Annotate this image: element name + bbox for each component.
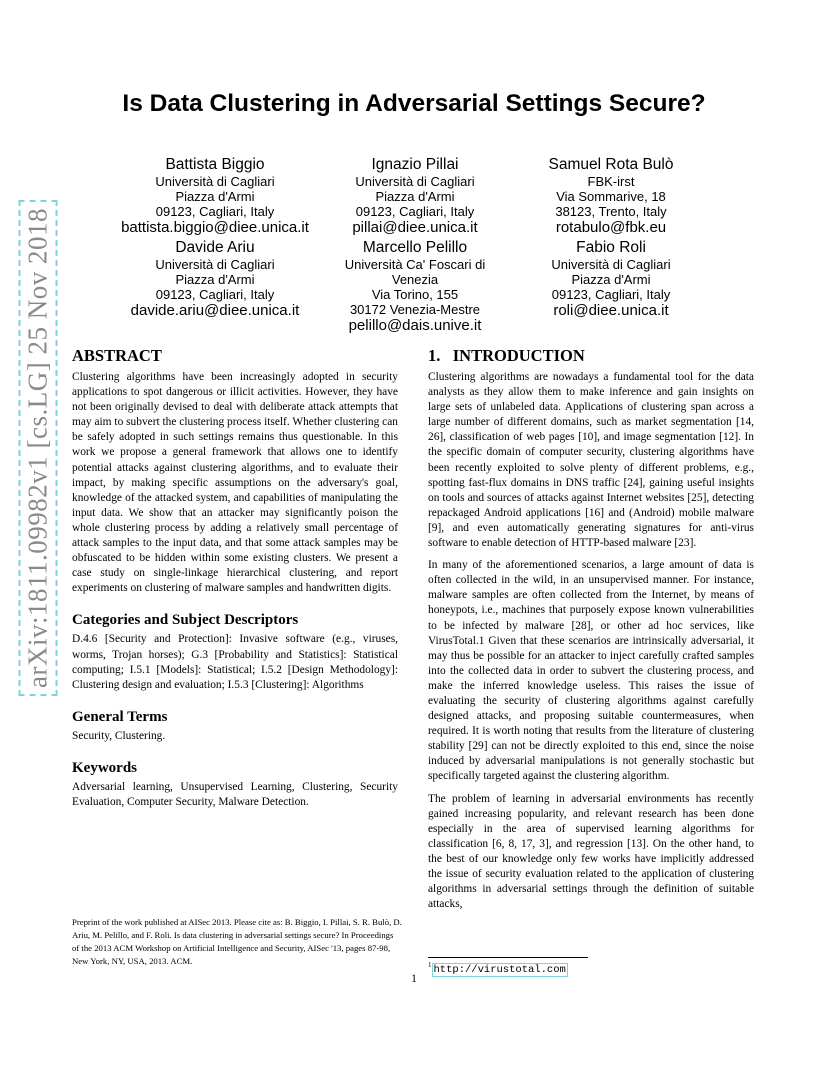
author-name: Samuel Rota Bulò <box>548 156 674 173</box>
intro-paragraph: In many of the aforementioned scenarios, a large amount of data is often collected in the wild, in an unsupervised manner. For instance, malware samples are often collected from the Internet, by means of honeypots, i.e., machines that purposely expose known vulnerabilities to be infected by malware [28], or other ad hoc services, like VirusTotal.1 Given that these scenarios are intrinsically adversarial, it may thus be possible for an attacker to inject carefully crafted samples into the collected data in order to subvert the clustering process, and make the inferred knowledge useless. This raises the issue of evaluating the security of clustering algorithms against carefully designed attacks, and proposing suitable countermeasures, when required. It is worth noting that results from the literature of clustering stability [29] can not be directly exploited to this end, since the noise induced by adversarial manipulations is not generally stochastic but specifically targeted against the clustering algorithm. <box>428 559 754 783</box>
author-affiliation: Università di Cagliari <box>355 174 475 189</box>
abstract-heading: ABSTRACT <box>72 346 162 365</box>
paper-title: Is Data Clustering in Adversarial Settings Secure? <box>122 90 706 117</box>
footnote-divider <box>428 957 588 958</box>
author-address: 30172 Venezia-Mestre <box>349 302 481 317</box>
author-email[interactable]: battista.biggio@diee.unica.it <box>121 219 309 236</box>
author-email[interactable]: rotabulo@fbk.eu <box>555 219 667 236</box>
author-name: Fabio Roli <box>576 239 646 256</box>
author-affiliation: Università di Cagliari <box>155 257 275 272</box>
general-terms-text: Security, Clustering. <box>72 729 166 742</box>
author-address: Piazza d'Armi <box>175 189 255 204</box>
author-address: 38123, Trento, Italy <box>555 204 667 219</box>
author-affiliation: Università Ca' Foscari di <box>344 257 486 272</box>
author-affiliation: Università di Cagliari <box>551 257 671 272</box>
author-address: Piazza d'Armi <box>175 272 255 287</box>
footnote-link[interactable]: http://virustotal.com <box>433 963 566 976</box>
author-email[interactable]: pillai@diee.unica.it <box>352 219 478 236</box>
author-affiliation: Venezia <box>391 272 439 287</box>
author-affiliation: Università di Cagliari <box>155 174 275 189</box>
intro-paragraph: Clustering algorithms are nowadays a fundamental tool for the data analysts as they allow them to make inference and gain insights on large sets of unlabeled data. Applications of clustering span across a large number of different domains, such as market segmentation [14, 26], classification of web pages [10], and image segmentation [12]. In the specific domain of computer security, clustering algorithms have been recently exploited to solve plenty of different problems, e.g., spotting fast-flux domains in DNS traffic [24], gaining useful insights on tools and sources of attacks against Internet websites [25], detecting repackaged Android applications [16] and (Android) mobile malware [9], and even automatically generating signatures for anti-virus software to enable detection of HTTP-based malware [23]. <box>428 371 754 550</box>
author-address: 09123, Cagliari, Italy <box>155 287 275 302</box>
categories-text: D.4.6 [Security and Protection]: Invasive software (e.g., viruses, worms, Trojan horses); G.3 [Probability and Statistics]: Statistical computing; I.5.1 [Models]: Statistical; I.5.2 [Design Methodology]: Clustering design and evaluation; I.5.3 [Clustering]: Algorithms <box>72 633 398 691</box>
author-block <box>506 238 716 320</box>
author-address: Piazza d'Armi <box>375 189 455 204</box>
introduction-heading: 1. INTRODUCTION <box>428 346 585 365</box>
arxiv-identifier[interactable]: arXiv:1811.09982v1 [cs.LG] 25 Nov 2018 <box>19 200 58 696</box>
author-address: 09123, Cagliari, Italy <box>551 287 671 302</box>
abstract-text: Clustering algorithms have been increasingly adopted in security applications to spot dangerous or illicit activities. However, they have not been originally devised to deal with deliberate attack attempts that may aim to subvert the clustering process itself. Whether clustering can be safely adopted in such settings remains thus questionable. In this work we propose a general framework that allows one to identify potential attacks against clustering algorithms, and to evaluate their impact, by making specific assumptions on the adversary's goal, knowledge of the attacked system, and capabilities of manipulating the input data. We show that an attacker may significantly poison the whole clustering process by adding a relatively small percentage of attack samples to the input data, and that some attack samples may be obfuscated to be hidden within some existing clusters. We present a case study on single-linkage hierarchical clustering, and report experiments on clustering of malware samples and handwritten digits. <box>72 371 398 595</box>
author-block <box>506 155 716 237</box>
author-name: Davide Ariu <box>175 239 255 256</box>
general-terms-heading: General Terms <box>72 708 168 725</box>
author-address: Via Torino, 155 <box>371 287 459 302</box>
author-block <box>110 238 320 320</box>
intro-paragraph: The problem of learning in adversarial environments has recently gained increasing popularity, and relevant research has been done especially in the area of supervised learning algorithms for classification [6, 8, 17, 3], and regression [13]. On the other hand, to the best of our knowledge only few works have implicitly addressed the issue of security evaluation related to the application of clustering algorithms in adversarial settings through the definition of suitable attacks, <box>428 792 754 911</box>
author-email[interactable]: pelillo@dais.unive.it <box>348 317 482 334</box>
categories-heading: Categories and Subject Descriptors <box>72 612 299 629</box>
page-number: 1 <box>411 973 417 985</box>
keywords-text: Adversarial learning, Unsupervised Learning, Clustering, Security Evaluation, Computer Security, Malware Detection. <box>72 780 398 808</box>
footnote-mark: 1 <box>428 961 432 969</box>
author-email[interactable]: roli@diee.unica.it <box>553 302 669 319</box>
author-address: 09123, Cagliari, Italy <box>355 204 475 219</box>
author-block <box>110 155 320 237</box>
right-column <box>428 346 754 919</box>
author-address: Via Sommarive, 18 <box>556 189 666 204</box>
author-block <box>310 155 520 237</box>
keywords-heading: Keywords <box>72 759 137 776</box>
author-name: Ignazio Pillai <box>371 156 459 173</box>
author-name: Battista Biggio <box>165 156 265 173</box>
left-column <box>72 346 398 817</box>
author-email[interactable]: davide.ariu@diee.unica.it <box>130 302 300 319</box>
author-block <box>310 238 520 335</box>
author-address: Piazza d'Armi <box>571 272 651 287</box>
author-address: 09123, Cagliari, Italy <box>155 204 275 219</box>
author-affiliation: FBK-irst <box>587 174 635 189</box>
preprint-note: Preprint of the work published at AISec 2013. Please cite as: B. Biggio, I. Pillai, S. R. Bulò, D. Ariu, M. Pelillo, and F. Roli. Is data clustering in adversarial settings secure? In Proceedings of the 2013 ACM Workshop on Artificial Intelligence and Security, AISec '13, pages 87-98, New York, NY, USA, 2013. ACM. <box>72 917 402 966</box>
author-name: Marcello Pelillo <box>362 239 468 256</box>
